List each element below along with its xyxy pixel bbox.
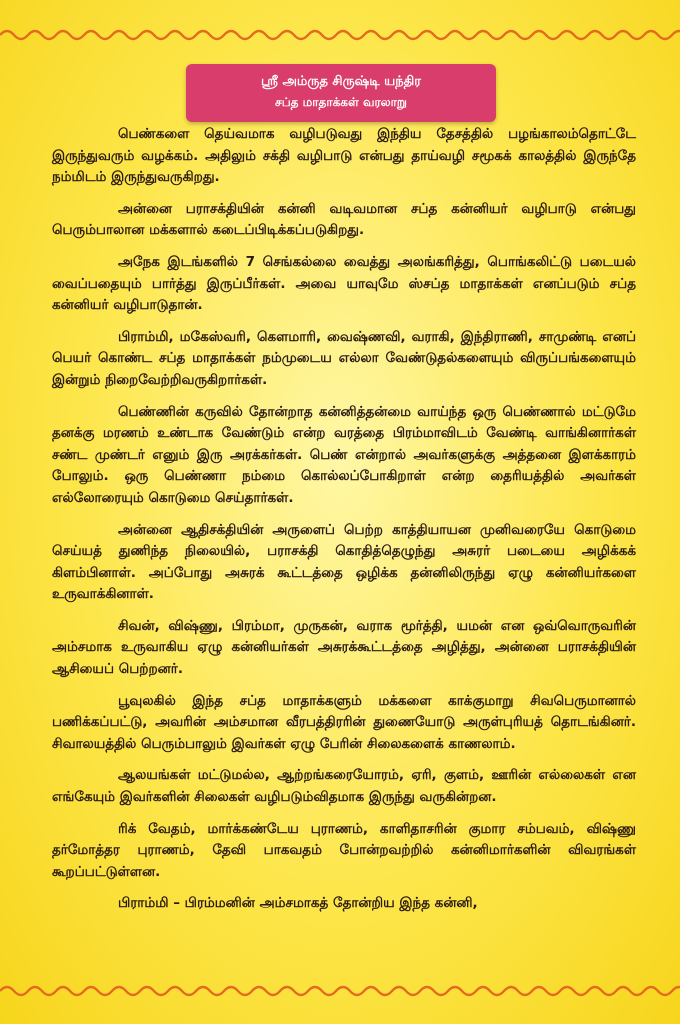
paragraph: பெண்களை தெய்வமாக வழிபடுவது இந்திய தேசத்தில் பழங்காலம்தொட்டே இருந்துவரும் வழக்கம். அதிலும் சக்தி வழிபாடு என்பது தாய்வழி சமூகக் காலத்தில் இருந்தே நம்மிடம் இருந்துவருகிறது. <box>52 126 636 186</box>
paragraph: பிராம்மி – பிரம்மனின் அம்சமாகத் தோன்றிய இந்த கன்னி, <box>118 895 478 912</box>
bottom-wave-border <box>0 978 680 1004</box>
paragraph: சிவன், விஷ்ணு, பிரம்மா, முருகன், வராக மூர்த்தி, யமன் என ஒவ்வொருவரின் அம்சமாக உருவாகிய ஏழு கன்னியர்கள் அசுரக்கூட்டத்தை அழித்து, அன்னை பராசக்தியின் ஆசியைப் பெற்றனர். <box>52 617 636 678</box>
page-subtitle: சப்த மாதாக்கள் வரலாறு <box>275 95 407 109</box>
page-title: ஸ்ரீ அம்ருத சிருஷ்டி யந்திர <box>261 74 421 89</box>
paragraph: அநேக இடங்களில் 7 செங்கல்லை வைத்து அலங்கரித்து, பொங்கலிட்டு படையல் வைப்பதையும் பார்த்து இருப்பீர்கள். அவை யாவுமே ஸ்சப்த மாதாக்கள் எனப்படும் சப்த கன்னியர் வழிபாடுதான். <box>52 253 636 314</box>
paragraph: ஆலயங்கள் மட்டுமல்ல, ஆற்றங்கரையோரம், ஏரி, குளம், ஊரின் எல்லைகள் என எங்கேயும் இவர்களின் சிலைகள் வழிபடும்விதமாக இருந்து வருகின்றன. <box>52 767 636 806</box>
paragraph: அன்னை பராசக்தியின் கன்னி வடிவமான சப்த கன்னியர் வழிபாடு என்பது பெரும்பாலான மக்களால் கடைப்பிடிக்கப்படுகிறது. <box>52 200 636 239</box>
article-body <box>52 124 636 925</box>
paragraph: ரிக் வேதம், மார்க்கண்டேய புராணம், காளிதாசரின் குமார சம்பவம், விஷ்ணு தர்மோத்தர புராணம், தேவி பாகவதம் போன்றவற்றில் கன்னிமார்களின் விவரங்கள் கூறப்பட்டுள்ளன. <box>52 820 636 880</box>
paragraph: அன்னை ஆதிசக்தியின் அருளைப் பெற்ற காத்தியாயன முனிவரையே கொடுமை செய்யத் துணிந்த நிலையில், பராசக்தி கொதித்தெழுந்து அசுரர் படையை அழிக்கக் கிளம்பினாள். அப்போது அசுரக் கூட்டத்தை ஒழிக்க தன்னிலிருந்து ஏழு கன்னியர்களை உருவாக்கினாள். <box>52 521 636 603</box>
top-wave-border <box>0 22 680 48</box>
paragraph: பிராம்மி, மகேஸ்வரி, கௌமாரி, வைஷ்ணவி, வராகி, இந்திராணி, சாமுண்டி எனப் பெயர் கொண்ட சப்த மாதாக்கள் நம்முடைய எல்லா வேண்டுதல்களையும் விருப்பங்களையும் இன்றும் நிறைவேற்றிவருகிறார்கள். <box>52 328 636 388</box>
title-banner <box>186 64 496 122</box>
paragraph: பூவுலகில் இந்த சப்த மாதாக்களும் மக்களை காக்குமாறு சிவபெருமானால் பணிக்கப்பட்டு, அவரின் அம்சமான வீரபத்திரரின் துணையோடு அருள்புரியத் தொடங்கினர். சிவாலயத்தில் பெரும்பாலும் இவர்கள் ஏழு பேரின் சிலைகளைக் காணலாம். <box>52 692 636 752</box>
paragraph: பெண்ணின் கருவில் தோன்றாத கன்னித்தன்மை வாய்ந்த ஒரு பெண்ணால் மட்டுமே தனக்கு மரணம் உண்டாக வேண்டும் என்ற வரத்தை பிரம்மாவிடம் வேண்டி வாங்கினார்கள் சண்ட முண்டர் எனும் இரு அரக்கர்கள். பெண் என்றால் அவர்களுக்கு அத்தனை இளக்காரம் போலும். ஒரு பெண்ணா நம்மை கொல்லப்போகிறாள் என்ற தைரியத்தில் அவர்கள் எல்லோரையும் கொடுமை செய்தார்கள். <box>52 403 636 506</box>
